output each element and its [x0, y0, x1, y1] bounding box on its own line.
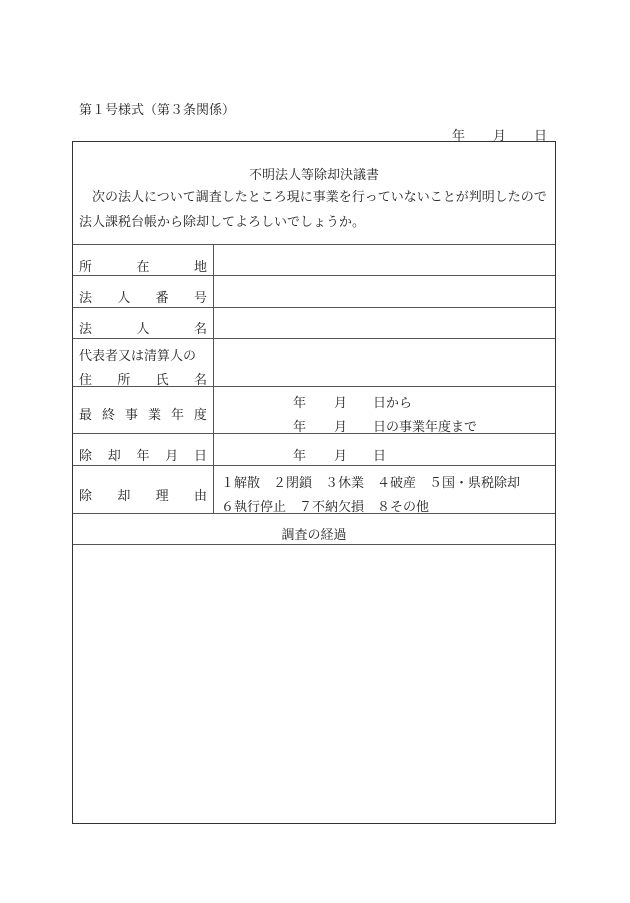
fy-start-month: 月 [334, 396, 348, 411]
last-fiscal-year-label: 最 終 事 業 年 度 [79, 408, 207, 423]
form-number-label: 第１号様式（第３条関係） [79, 103, 236, 118]
fy-end-day: 日の事業年度まで [373, 420, 478, 435]
row-divider [73, 244, 555, 245]
resolution-form-frame [72, 141, 556, 824]
fy-start-day: 日から [373, 396, 413, 411]
investigation-section-title: 調査の経過 [281, 528, 347, 543]
reason-options-line2: ６執行停止 ７不納欠損 ８その他 [221, 500, 430, 515]
fy-start-year: 年 [293, 396, 307, 411]
corporate-number-label: 法 人 番 号 [79, 291, 207, 306]
row-divider [73, 307, 555, 308]
address-label: 所 在 地 [79, 260, 207, 275]
column-divider [213, 244, 214, 513]
corporate-name-label: 法 人 名 [79, 322, 207, 337]
representative-label-line2: 住 所 氏 名 [79, 373, 207, 388]
removal-year: 年 [293, 449, 307, 464]
fy-end-month: 月 [334, 420, 348, 435]
removal-date-label: 除 却 年 月 日 [79, 449, 207, 464]
intro-paragraph: 次の法人について調査したところ現に事業を行っていないことが判明したので法人課税台帳から除却してよろしいでしょうか。 [79, 190, 547, 230]
date-year-label: 年 [452, 129, 466, 144]
row-divider [73, 433, 555, 434]
document-title: 不明法人等除却決議書 [248, 168, 379, 183]
removal-month: 月 [334, 449, 348, 464]
date-month-label: 月 [493, 129, 507, 144]
row-divider [73, 465, 555, 466]
investigation-notes-area [73, 545, 555, 823]
fy-end-year: 年 [293, 420, 307, 435]
row-divider [73, 338, 555, 339]
removal-day: 日 [373, 449, 387, 464]
reason-options-line1: １解散 ２閉鎖 ３休業 ４破産 ５国・県税除却 [221, 476, 521, 491]
date-day-label: 日 [534, 129, 548, 144]
removal-reason-label: 除 却 理 由 [79, 489, 207, 504]
representative-label-line1: 代表者又は清算人の [79, 349, 197, 364]
row-divider [73, 275, 555, 276]
